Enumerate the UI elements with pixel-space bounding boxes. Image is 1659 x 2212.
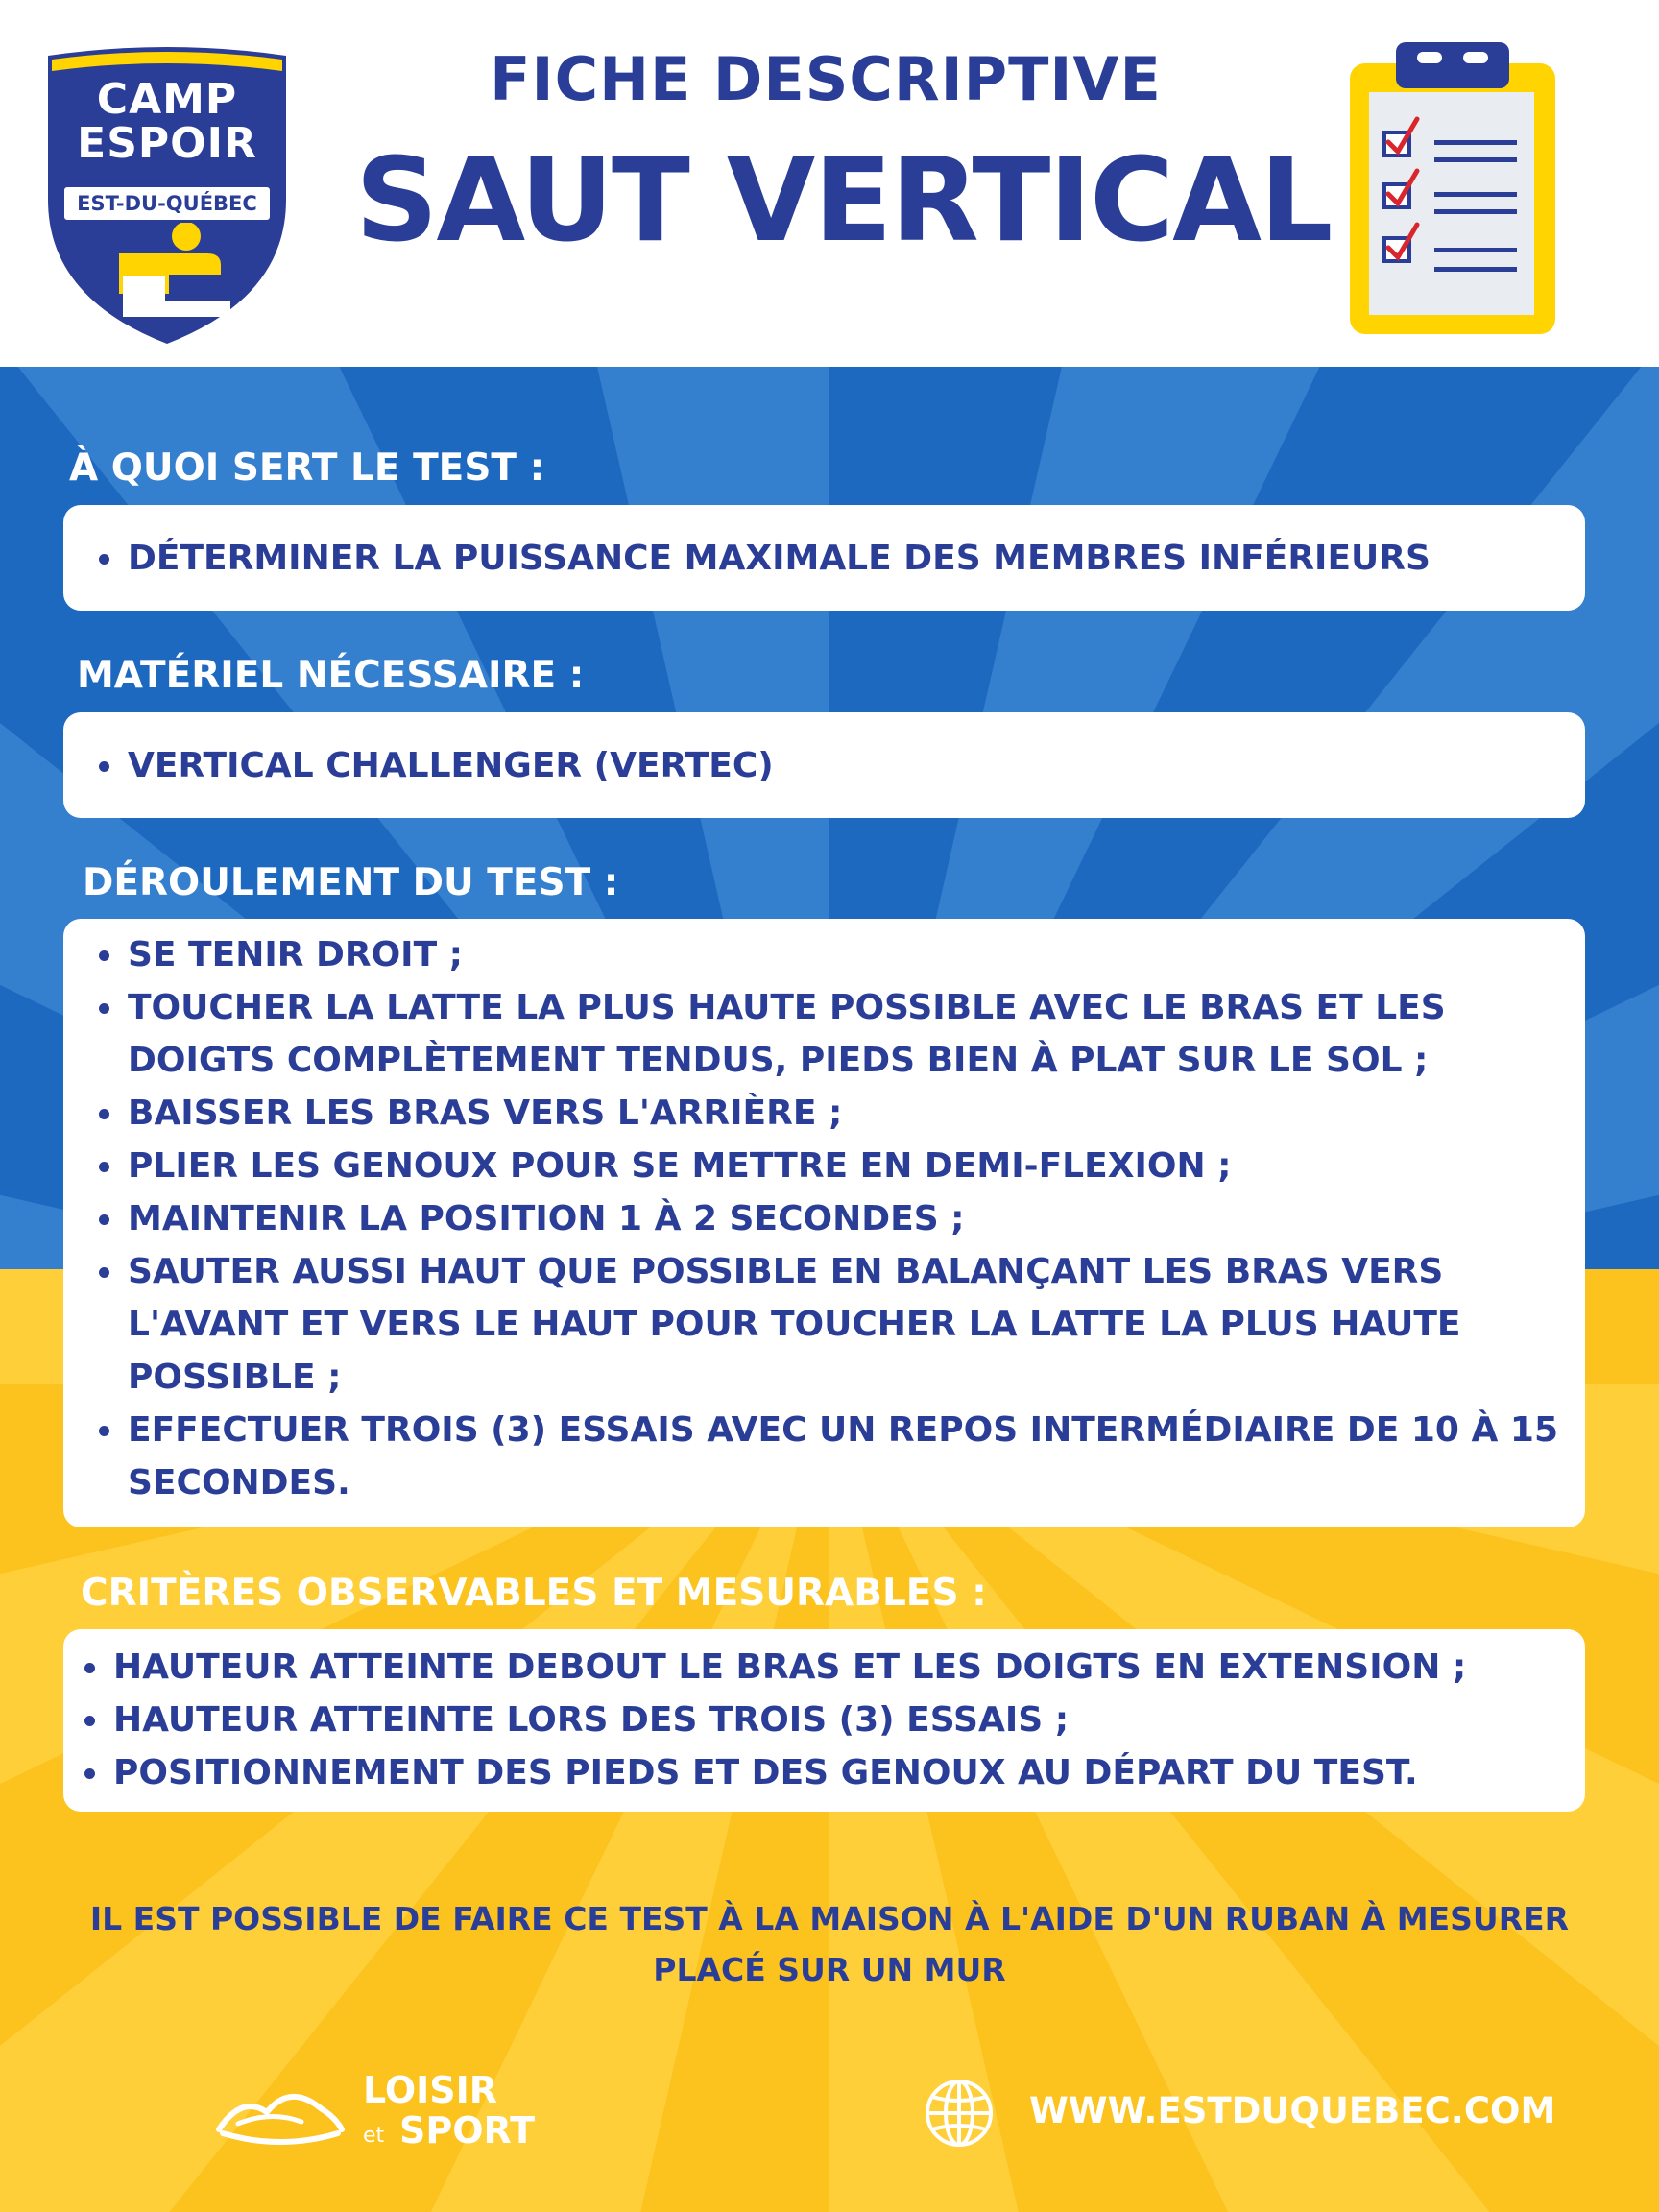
list-item: HAUTEUR ATTEINTE LORS DES TROIS (3) ESSAIS ; — [113, 1694, 1527, 1746]
list-item: TOUCHER LA LATTE LA PLUS HAUTE POSSIBLE AVEC LE BRAS ET LES DOIGTS COMPLÈTEMENT TENDUS, PIEDS BIEN À PLAT SUR LE SOL ; — [128, 981, 1566, 1087]
list-item: POSITIONNEMENT DES PIEDS ET DES GENOUX AU DÉPART DU TEST. — [113, 1746, 1527, 1799]
list-item: SE TENIR DROIT ; — [128, 928, 1566, 981]
camp-espoir-logo — [42, 46, 292, 348]
list-item: EFFECTUER TROIS (3) ESSAIS AVEC UN REPOS INTERMÉDIAIRE DE 10 À 15 SECONDES. — [128, 1404, 1566, 1509]
document-title: SAUT VERTICAL — [355, 134, 1332, 268]
list-item: DÉTERMINER LA PUISSANCE MAXIMALE DES MEMBRES INFÉRIEURS — [128, 532, 1527, 585]
list-equipment — [128, 739, 1527, 792]
list-item: HAUTEUR ATTEINTE DEBOUT LE BRAS ET LES DOIGTS EN EXTENSION ; — [113, 1641, 1527, 1694]
list-item: MAINTENIR LA POSITION 1 À 2 SECONDES ; — [128, 1192, 1566, 1245]
logo-line-espoir: ESPOIR — [77, 119, 257, 168]
footer-brand-sport: SPORT — [399, 2109, 535, 2152]
header — [0, 0, 1659, 367]
footer-brand-et: et — [363, 2124, 385, 2148]
mountains-logo-icon — [213, 2074, 348, 2151]
list-item: VERTICAL CHALLENGER (VERTEC) — [128, 739, 1527, 792]
logo-line-camp: CAMP — [96, 75, 238, 124]
list-criteria — [113, 1641, 1527, 1799]
list-item: SAUTER AUSSI HAUT QUE POSSIBLE EN BALANÇANT LES BRAS VERS L'AVANT ET VERS LE HAUT POUR TOUCHER LA LATTE LA PLUS HAUTE POSSIBLE ; — [128, 1245, 1566, 1404]
list-procedure — [128, 928, 1566, 1509]
section-title-procedure: DÉROULEMENT DU TEST : — [83, 861, 619, 904]
website-link[interactable]: WWW.ESTDUQUEBEC.COM — [1029, 2090, 1556, 2131]
athlete-head-icon — [172, 222, 201, 251]
section-title-criteria: CRITÈRES OBSERVABLES ET MESURABLES : — [81, 1572, 987, 1615]
card-procedure — [63, 919, 1585, 1527]
card-criteria — [63, 1629, 1585, 1812]
section-title-equipment: MATÉRIEL NÉCESSAIRE : — [77, 654, 585, 697]
logo-region-label: EST-DU-QUÉBEC — [61, 184, 273, 223]
document-subtitle: FICHE DESCRIPTIVE — [490, 44, 1162, 114]
list-item: PLIER LES GENOUX POUR SE METTRE EN DEMI-FLEXION ; — [128, 1140, 1566, 1192]
clipboard-checklist-icon — [1346, 40, 1559, 338]
footer-brand-loisir: LOISIR — [363, 2069, 498, 2111]
globe-icon — [924, 2078, 995, 2149]
section-title-purpose: À QUOI SERT LE TEST : — [69, 446, 545, 490]
card-equipment — [63, 712, 1585, 818]
list-item: BAISSER LES BRAS VERS L'ARRIÈRE ; — [128, 1087, 1566, 1140]
home-test-note: IL EST POSSIBLE DE FAIRE CE TEST À LA MAISON À L'AIDE D'UN RUBAN À MESURER PLACÉ SUR UN MUR — [89, 1900, 1570, 1988]
list-purpose — [128, 532, 1527, 585]
card-purpose — [63, 505, 1585, 611]
